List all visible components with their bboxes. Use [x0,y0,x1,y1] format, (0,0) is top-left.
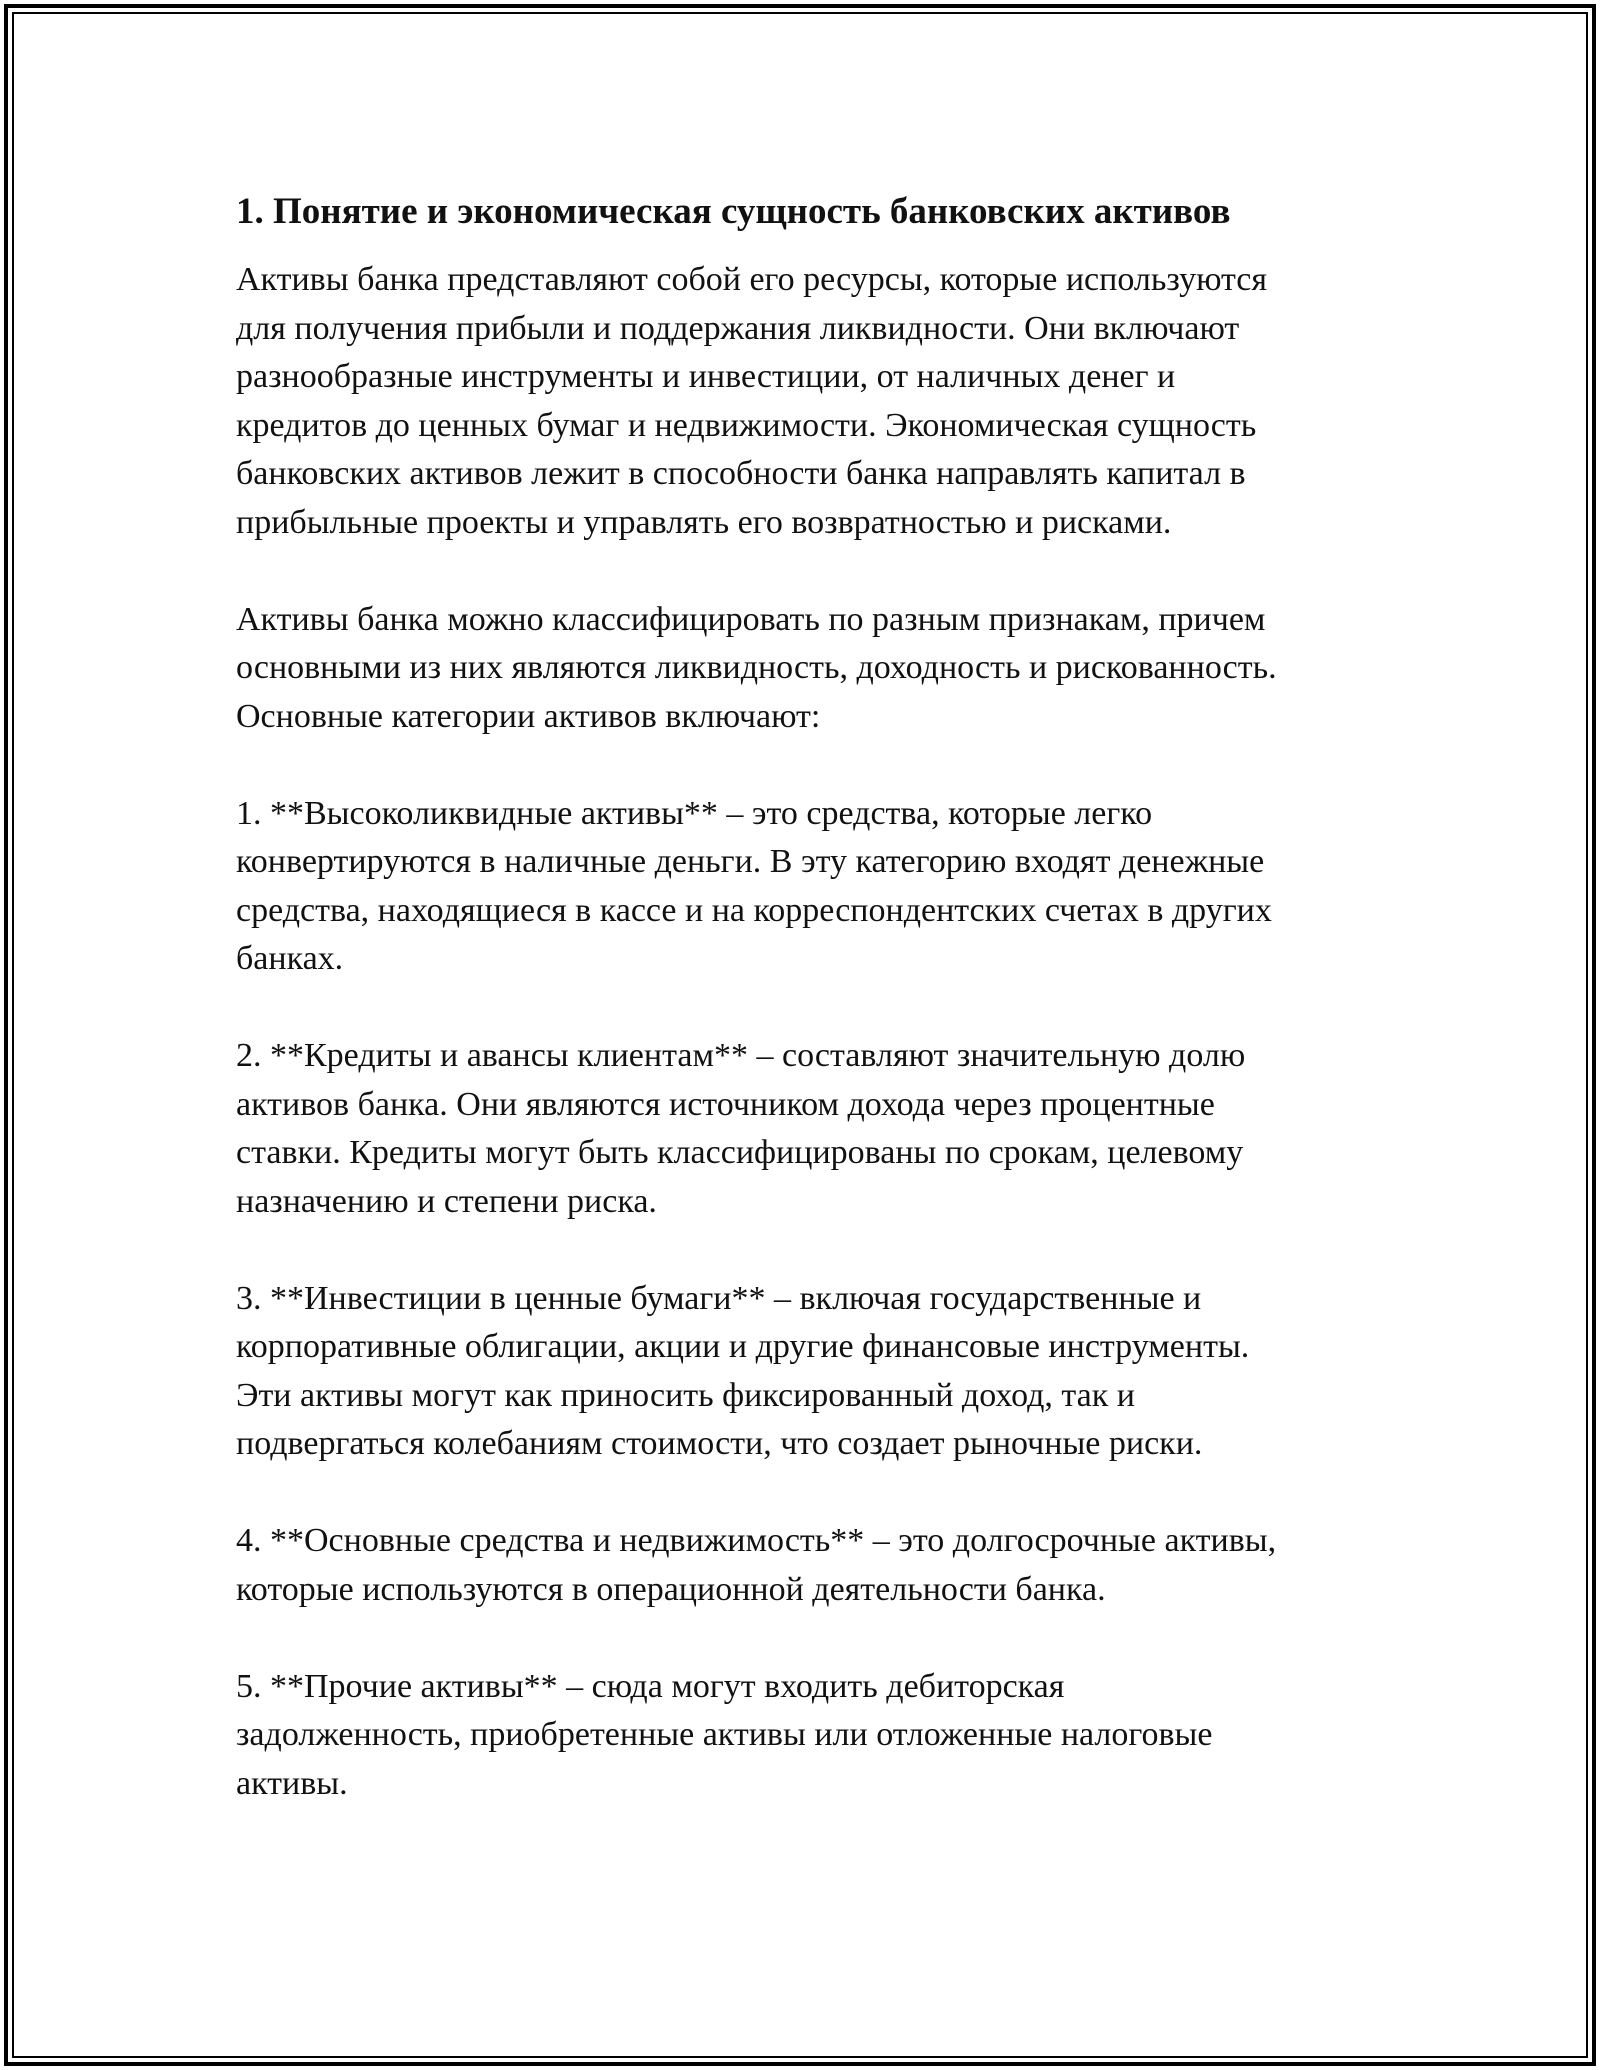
text-line: 5. **Прочие активы** – сюда могут входить дебиторская [236,1667,1065,1705]
list-item-fixed-assets [236,1517,1376,1614]
text-line: прибыльные проекты и управлять его возвратностью и рисками. [236,503,1172,541]
text-line: кредитов до ценных бумаг и недвижимости. Экономическая сущность [236,406,1257,444]
text-line: назначению и степени риска. [236,1182,657,1220]
text-line: корпоративные облигации, акции и другие финансовые инструменты. [236,1328,1250,1365]
text-line: активов банка. Они являются источником дохода через процентные [236,1085,1215,1123]
text-line: задолженность, приобретенные активы или отложенные налоговые [236,1716,1213,1753]
text-line: разнообразные инструменты и инвестиции, от наличных денег и [236,358,1176,395]
text-line: подвергаться колебаниям стоимости, что создает рыночные риски. [236,1425,1203,1462]
text-line: 1. **Высоколиквидные активы** – это средства, которые легко [236,794,1153,832]
section-heading: 1. Понятие и экономическая сущность банковских активов [236,191,1231,232]
text-line: Активы банка представляют собой его ресурсы, которые используются [236,261,1268,298]
text-line: основными из них являются ликвидность, доходность и рискованность. [236,649,1277,686]
text-line: 4. **Основные средства и недвижимость** – это долгосрочные активы, [236,1522,1277,1559]
text-line: 3. **Инвестиции в ценные бумаги** – включая государственные и [236,1279,1202,1317]
list-item-securities [236,1275,1376,1469]
text-line: банках. [236,940,344,977]
text-line: конвертируются в наличные деньги. В эту категорию входят денежные [236,843,1265,880]
text-line: Активы банка можно классифицировать по разным признакам, причем [236,600,1266,638]
text-line: 2. **Кредиты и авансы клиентам** – составляют значительную долю [236,1037,1246,1074]
list-item-liquid-assets [236,790,1376,984]
text-line: Эти активы могут как приносить фиксированный доход, так и [236,1376,1135,1414]
text-line: Основные категории активов включают: [236,697,821,735]
text-line: банковских активов лежит в способности банка направлять капитал в [236,455,1246,492]
document-body [236,188,1376,1857]
text-line: активы. [236,1764,348,1802]
list-item-loans [236,1032,1376,1226]
paragraph-intro [236,256,1376,547]
text-line: которые используются в операционной деятельности банка. [236,1570,1106,1608]
text-line: для получения прибыли и поддержания ликвидности. Они включают [236,309,1240,347]
text-line: ставки. Кредиты могут быть классифицированы по срокам, целевому [236,1134,1244,1171]
text-line: средства, находящиеся в кассе и на корреспондентских счетах в других [236,891,1272,929]
list-item-other-assets [236,1663,1376,1809]
paragraph-classification [236,596,1376,742]
